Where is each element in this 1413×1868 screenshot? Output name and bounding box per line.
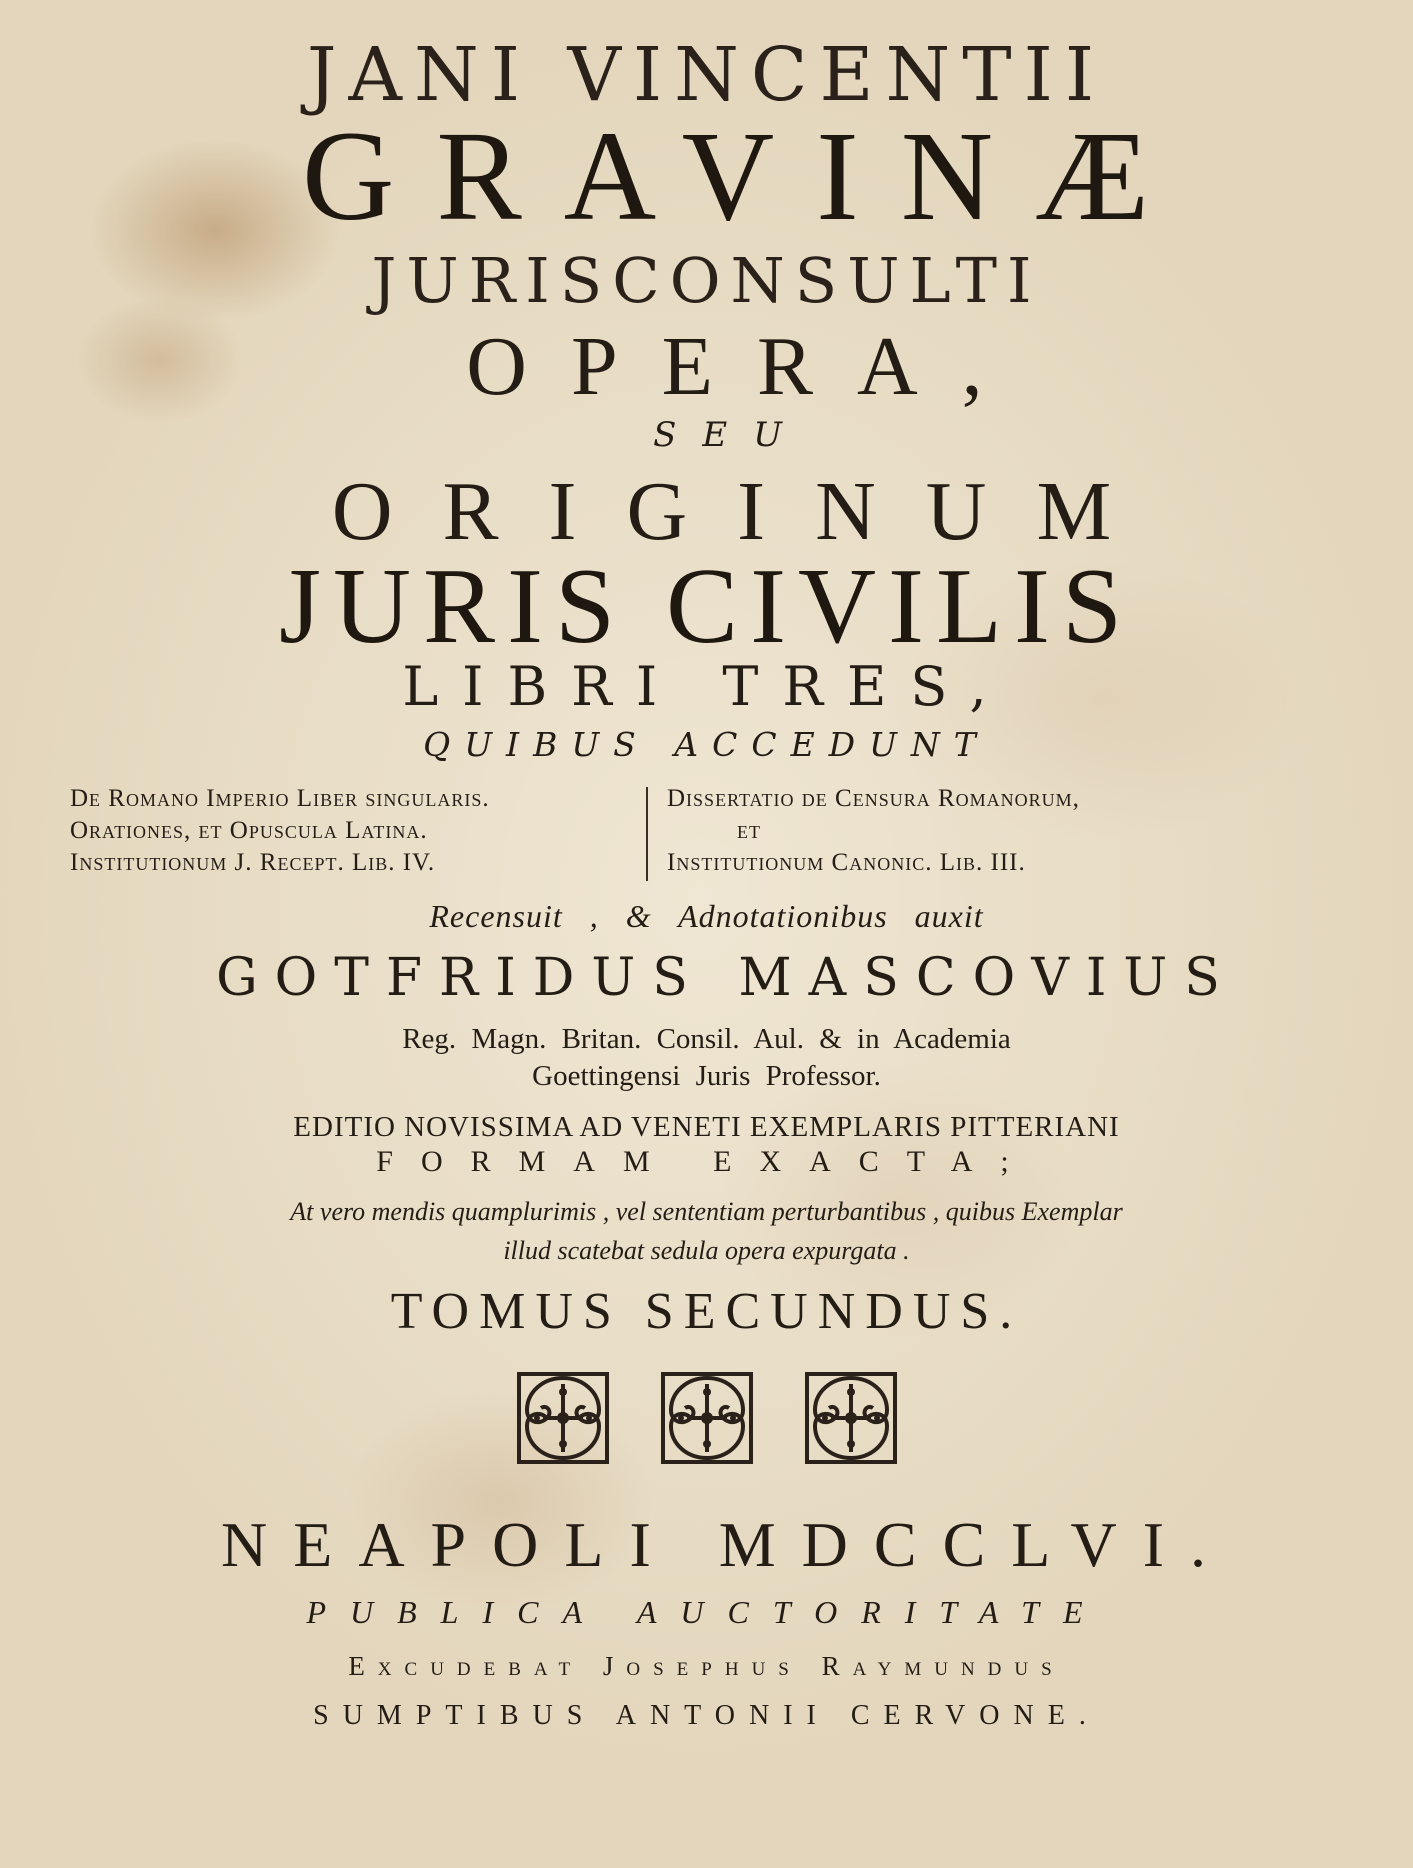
title-juris-civilis: JURIS CIVILIS	[278, 547, 1135, 666]
contents-left-item: De Romano Imperio Liber singularis.	[70, 785, 490, 812]
contents-left-item: Institutionum J. Recept. Lib. IV.	[70, 849, 436, 876]
imprint-authority: PUBLICA AUCTORITATE	[306, 1594, 1107, 1630]
title-originum: ORIGINUM	[331, 465, 1162, 558]
author-first-names: JANI VINCENTII	[306, 32, 1107, 118]
contents-right-item: Dissertatio de Censura Romanorum,	[667, 785, 1080, 812]
contents-left-item: Orationes, et Opuscula Latina.	[70, 817, 428, 844]
title-libri-tres: LIBRI TRES,	[402, 655, 1011, 718]
edition-statement-2: FORMAM EXACTA;	[376, 1145, 1037, 1178]
fleuron-ornament-icon	[513, 1370, 613, 1466]
fleuron-ornament-icon	[657, 1370, 757, 1466]
fleuron-ornament-icon	[801, 1370, 901, 1466]
title-seu: SEU	[653, 415, 808, 455]
editor-title-1: Reg. Magn. Britan. Consil. Aul. & in Academia	[402, 1023, 1011, 1055]
contents-right-item: et	[737, 817, 761, 844]
quibus-accedunt: QUIBUS ACCEDUNT	[423, 725, 990, 764]
editor-name: GOTFRIDUS MASCOVIUS	[216, 948, 1237, 1008]
volume-number: TOMUS SECUNDUS.	[390, 1283, 1023, 1340]
column-divider	[646, 787, 648, 881]
imprint-place-date: NEAPOLI MDCCLVI.	[221, 1509, 1232, 1580]
contents-columns	[70, 783, 1230, 881]
imprint-printer: Excudebat Josephus Raymundus	[348, 1651, 1065, 1681]
editor-title-2: Goettingensi Juris Professor.	[532, 1060, 881, 1092]
author-surname: GRAVINÆ	[301, 105, 1192, 247]
recensuit-line: Recensuit , & Adnotationibus auxit	[429, 898, 984, 934]
ornament-row	[0, 1370, 1413, 1466]
title-opera: OPERA,	[466, 320, 1027, 413]
edition-statement-1: EDITIO NOVISSIMA AD VENETI EXEMPLARIS PITTERIANI	[293, 1111, 1120, 1143]
emendation-note-1: At vero mendis quamplurimis , vel sententiam perturbantibus , quibus Exemplar	[290, 1197, 1123, 1226]
emendation-note-2: illud scatebat sedula opera expurgata .	[503, 1236, 910, 1265]
imprint-publisher: SUMPTIBUS ANTONII CERVONE.	[313, 1700, 1100, 1731]
contents-right-item: Institutionum Canonic. Lib. III.	[667, 849, 1026, 876]
author-profession: JURISCONSULTI	[371, 244, 1042, 317]
contents-left-column	[70, 783, 635, 879]
contents-right-column	[667, 783, 1267, 879]
